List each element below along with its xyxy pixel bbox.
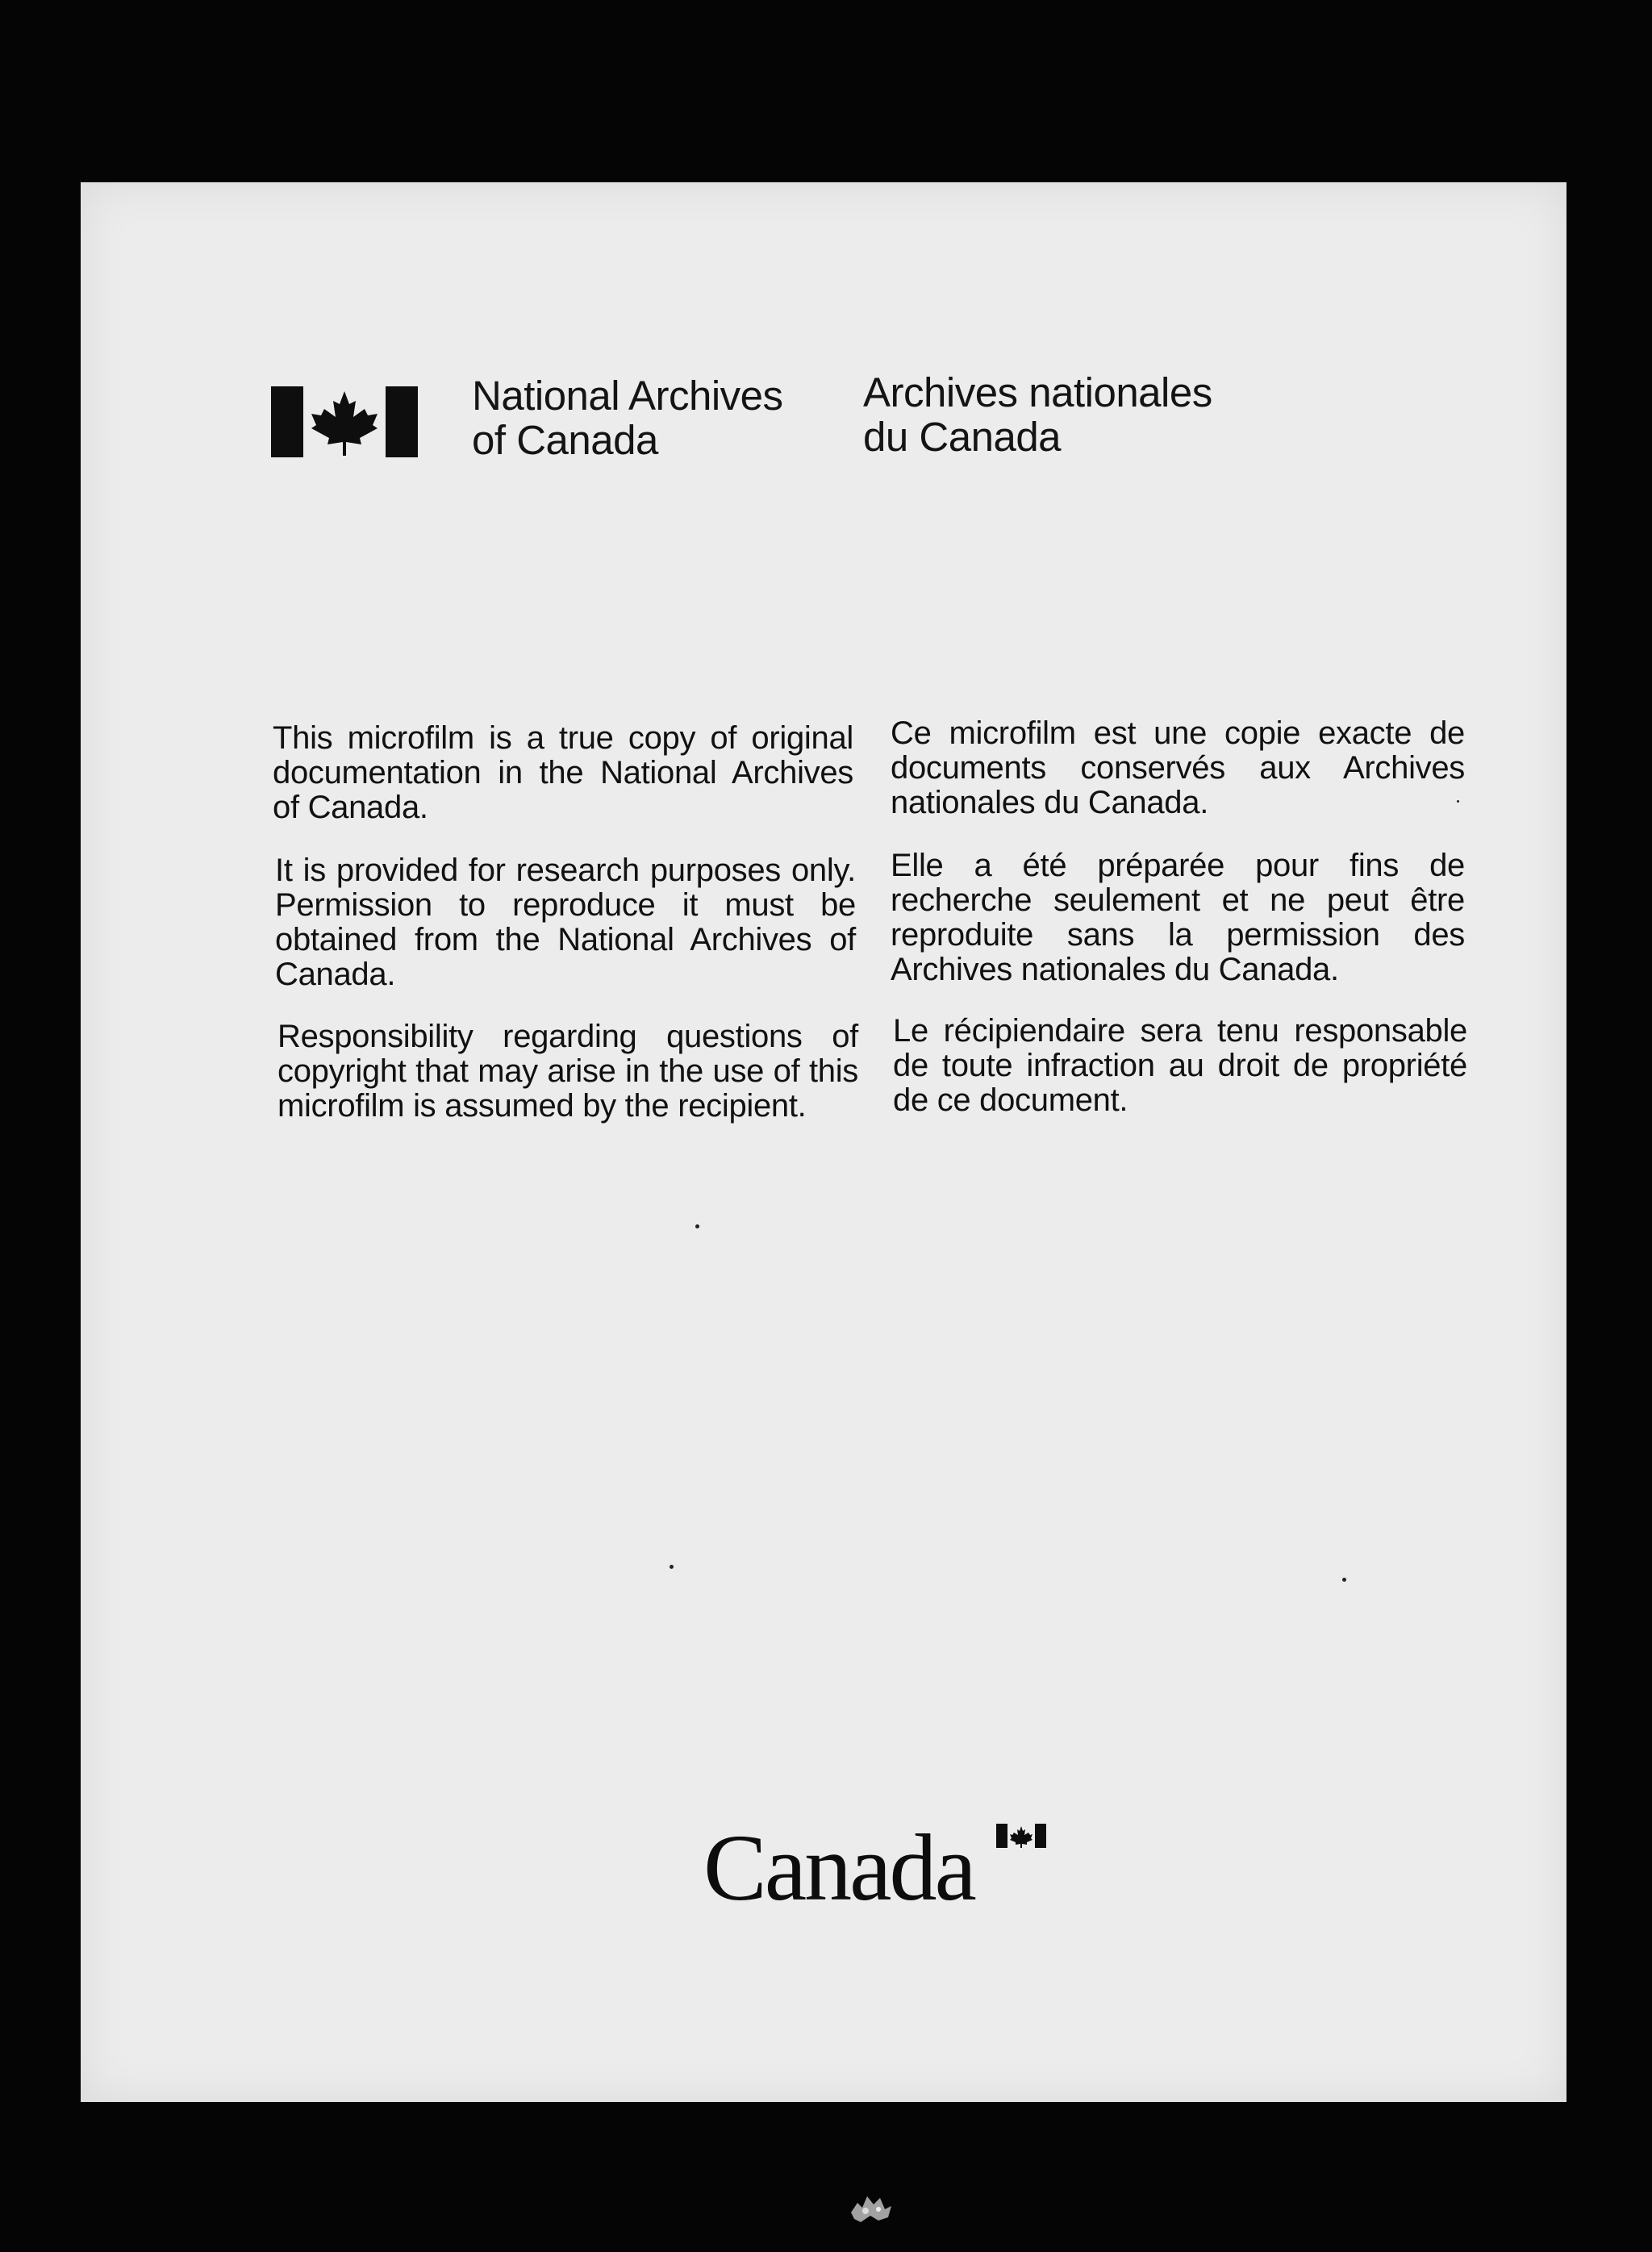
canada-flag-icon <box>271 385 418 459</box>
canada-wordmark-text: Canada <box>703 1815 974 1920</box>
notice-paragraph: Ce microfilm est une copie exacte de documents conservés aux Archives nationales du Canada. <box>891 715 1465 820</box>
document-sheet <box>81 182 1566 2102</box>
film-speck <box>695 1224 699 1228</box>
notice-paragraph: Responsibility regarding questions of copyright that may arise in the use of this microfilm is assumed by the recipient. <box>277 1019 858 1124</box>
canada-wordmark-flag-icon <box>996 1824 1046 1848</box>
canada-wordmark <box>703 1815 1050 1920</box>
notice-paragraph: Le récipiendaire sera tenu responsable de toute infraction au droit de propriété de ce document. <box>893 1013 1467 1118</box>
notice-en-copyright <box>277 1020 858 1124</box>
notice-paragraph: This microfilm is a true copy of original documentation in the National Archives of Canada. <box>273 720 853 825</box>
agency-name-french: Archives nationales du Canada <box>863 369 1212 460</box>
film-speck <box>1342 1578 1346 1582</box>
notice-fr-responsable <box>893 1014 1467 1118</box>
notice-fr-copie-exacte <box>891 716 1465 820</box>
film-artifact <box>843 2188 899 2229</box>
notice-en-research-purposes <box>275 853 856 992</box>
notice-paragraph: It is provided for research purposes only. Permission to reproduce it must be obtained from the National Archives of Canada. <box>275 853 856 992</box>
agency-name-english: National Archives of Canada <box>472 373 783 463</box>
film-speck <box>1457 800 1459 803</box>
notice-paragraph: Elle a été préparée pour fins de recherche seulement et ne peut être reproduite sans la permission des Archives nationales du Canada. <box>891 848 1465 987</box>
film-speck <box>670 1565 674 1569</box>
notice-en-true-copy <box>273 721 853 825</box>
notice-fr-recherche <box>891 849 1465 987</box>
